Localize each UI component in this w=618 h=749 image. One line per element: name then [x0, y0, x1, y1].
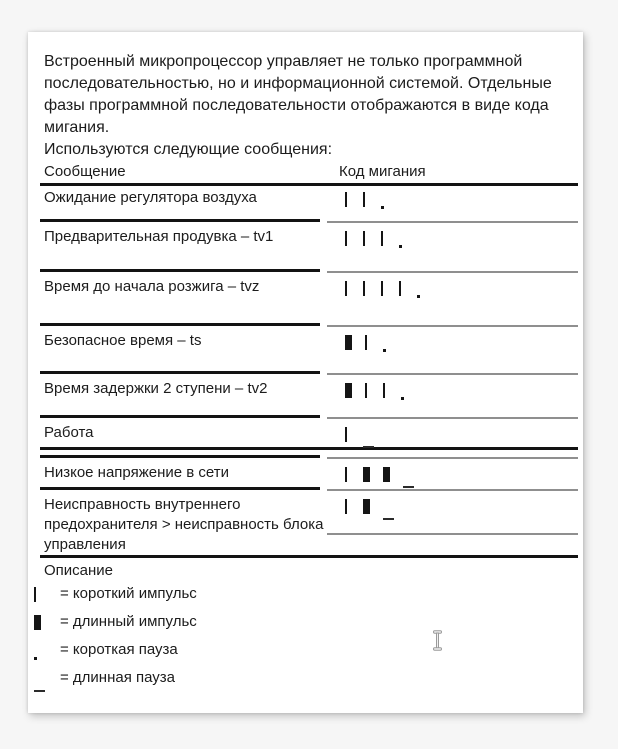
short-pulse-icon — [345, 231, 347, 246]
message-cell: Неисправность внутреннего предохранителя > неисправность блока управления — [44, 496, 324, 553]
header-blink-code: Код мигания — [339, 163, 426, 180]
message-cell: Безопасное время – ts — [44, 332, 202, 349]
right-column-rule — [327, 533, 578, 535]
legend-label: = короткий импульс — [60, 585, 197, 602]
table-body — [40, 186, 578, 558]
intro-paragraph: Встроенный микропроцессор управляет не только программной последовательностью, но и информационной системой. Отдельные фазы программной последовательности отображаются в виде кода мигания. — [44, 53, 552, 136]
long-pulse-icon — [383, 467, 390, 482]
short-pause-icon — [383, 349, 386, 352]
short-pulse-icon — [365, 383, 367, 398]
table-row — [40, 461, 578, 487]
table-row — [40, 275, 578, 323]
text-cursor-icon — [431, 630, 444, 651]
divider-light-segment — [327, 221, 578, 223]
legend-symbol — [34, 671, 58, 686]
legend-item — [40, 640, 578, 665]
short-pause-icon — [34, 657, 37, 660]
long-pulse-icon — [363, 467, 370, 482]
divider-light-segment — [327, 271, 578, 273]
blink-code-cell — [345, 383, 417, 398]
divider-light-segment — [327, 373, 578, 375]
short-pulse-icon — [34, 587, 36, 602]
short-pulse-icon — [365, 335, 367, 350]
short-pulse-icon — [345, 427, 347, 442]
divider-heavy-segment — [40, 323, 320, 326]
blink-code-cell — [345, 335, 399, 350]
short-pulse-icon — [363, 231, 365, 246]
divider-light-segment — [327, 457, 578, 459]
table-row — [40, 377, 578, 415]
legend-items — [40, 584, 578, 693]
short-pulse-icon — [381, 281, 383, 296]
message-cell: Низкое напряжение в сети — [44, 464, 229, 481]
divider-heavy-segment — [40, 455, 320, 458]
short-pulse-icon — [399, 281, 401, 296]
message-cell: Время до начала розжига – tvz — [44, 278, 260, 295]
short-pulse-icon — [381, 231, 383, 246]
legend-symbol — [34, 615, 58, 630]
legend-symbol — [34, 643, 58, 658]
document-page — [28, 32, 583, 713]
long-pause-icon — [363, 446, 374, 448]
divider-heavy-segment — [40, 371, 320, 374]
long-pulse-icon — [345, 383, 352, 398]
short-pause-icon — [381, 206, 384, 209]
message-cell: Предварительная продувка – tv1 — [44, 228, 274, 245]
blink-code-cell — [345, 499, 407, 514]
legend-label: = короткая пауза — [60, 641, 178, 658]
short-pulse-icon — [345, 467, 347, 482]
table-header-row — [40, 161, 578, 183]
table-row — [40, 225, 578, 269]
long-pause-icon — [34, 690, 45, 692]
blink-code-cell — [345, 231, 415, 246]
divider-light-segment — [327, 325, 578, 327]
blink-code-table — [40, 161, 578, 693]
message-cell: Работа — [44, 424, 94, 441]
long-pulse-icon — [345, 335, 352, 350]
short-pulse-icon — [363, 281, 365, 296]
divider-heavy-segment — [40, 415, 320, 418]
table-row — [40, 329, 578, 371]
table-row — [40, 493, 578, 555]
divider-heavy-segment — [40, 219, 320, 222]
blink-code-cell — [345, 281, 433, 296]
header-message: Сообщение — [44, 163, 126, 180]
blink-code-cell — [345, 467, 427, 482]
message-cell: Время задержки 2 ступени – tv2 — [44, 380, 268, 397]
short-pulse-icon — [345, 281, 347, 296]
long-pulse-icon — [34, 615, 41, 630]
short-pause-icon — [399, 245, 402, 248]
message-cell: Ожидание регулятора воздуха — [44, 189, 257, 206]
long-pulse-icon — [363, 499, 370, 514]
short-pause-icon — [401, 397, 404, 400]
short-pulse-icon — [383, 383, 385, 398]
short-pulse-icon — [345, 499, 347, 514]
divider-heavy-segment — [40, 487, 320, 490]
legend-symbol — [34, 587, 58, 602]
legend-section — [40, 561, 578, 693]
short-pulse-icon — [363, 192, 365, 207]
legend-item — [40, 668, 578, 693]
legend-label: = длинный импульс — [60, 613, 197, 630]
blink-code-cell — [345, 427, 387, 442]
legend-label: = длинная пауза — [60, 669, 176, 686]
short-pause-icon — [417, 295, 420, 298]
divider-heavy-segment — [40, 269, 320, 272]
bottom-rule — [40, 555, 578, 558]
table-row — [40, 186, 578, 219]
short-pulse-icon — [345, 192, 347, 207]
intro-lead-in: Используются следующие сообщения: — [44, 141, 333, 158]
divider-light-segment — [327, 417, 578, 419]
legend-title: Описание — [44, 562, 114, 579]
legend-item — [40, 612, 578, 637]
table-row — [40, 421, 578, 447]
divider-light-segment — [327, 489, 578, 491]
blink-code-cell — [345, 192, 397, 207]
long-pause-icon — [383, 518, 394, 520]
legend-item — [40, 584, 578, 609]
